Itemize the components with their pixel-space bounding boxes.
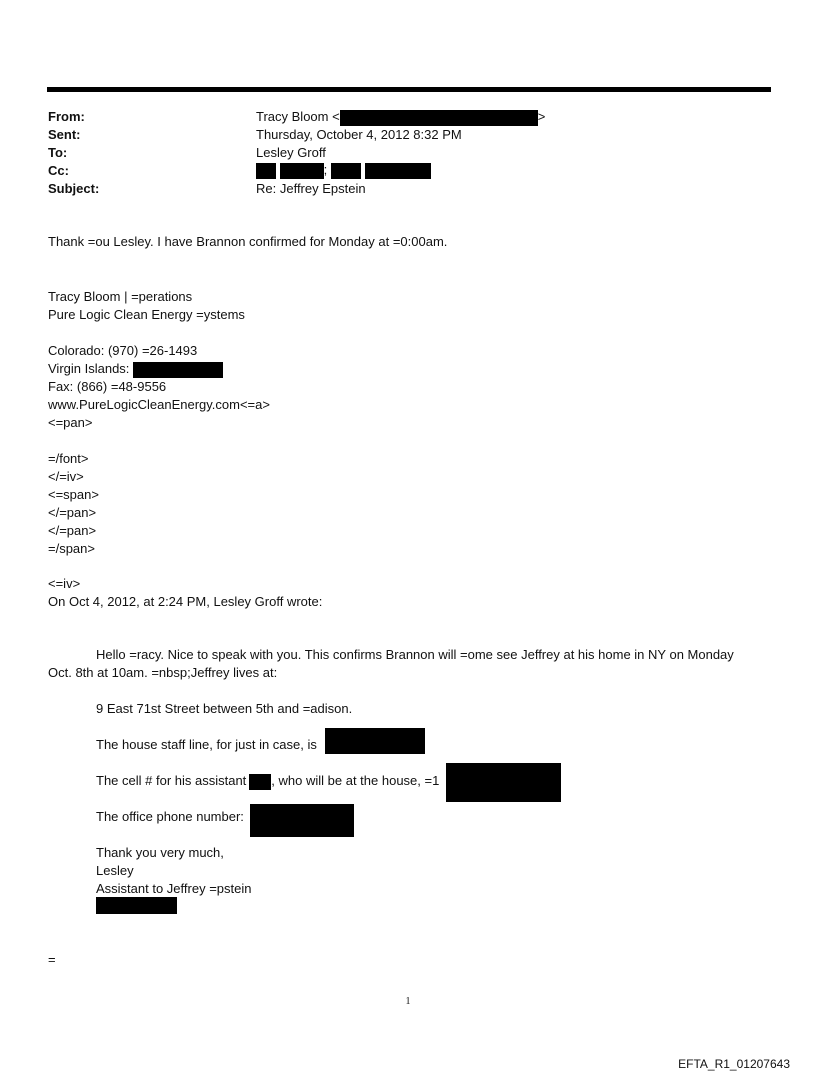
redaction-box xyxy=(256,163,276,179)
redaction-box xyxy=(365,163,431,179)
cc-separator: ; xyxy=(323,162,328,177)
to-value: Lesley Groff xyxy=(256,145,326,160)
sent-label: Sent: xyxy=(48,127,81,142)
cell-line xyxy=(96,773,439,790)
subject-label: Subject: xyxy=(48,181,100,196)
staff-line: The house staff line, for just in case, is xyxy=(96,737,317,752)
trailing-artifact: = xyxy=(48,952,56,967)
redaction-box xyxy=(133,362,223,378)
redaction-box xyxy=(325,728,425,754)
document-id: EFTA_R1_01207643 xyxy=(678,1057,790,1071)
quote-paragraph-line-1: Hello =racy. Nice to speak with you. This confirms Brannon will =ome see Jeffrey at his home in NY on Monday xyxy=(96,647,734,662)
cell-suffix: , who will be at the house, =1 xyxy=(271,773,440,788)
markup-artifact: =/span> xyxy=(48,541,95,556)
signature-vi-phone xyxy=(48,361,223,378)
cell-prefix: The cell # for his assistant xyxy=(96,773,247,788)
redaction-box xyxy=(249,774,271,790)
markup-artifact: </=pan> xyxy=(48,505,97,520)
closing-thanks: Thank you very much, xyxy=(96,845,224,860)
office-line: The office phone number: xyxy=(96,809,244,824)
markup-artifact: =/font> xyxy=(48,451,89,466)
from-name: Tracy Bloom < xyxy=(256,109,340,124)
cc-value xyxy=(256,162,431,179)
markup-artifact: </=pan> xyxy=(48,523,97,538)
signature-colorado-phone: Colorado: (970) =26-1493 xyxy=(48,343,198,358)
from-value xyxy=(256,109,545,126)
reply-text: Thank =ou Lesley. I have Brannon confirmed for Monday at =0:00am. xyxy=(48,234,448,249)
closing-title: Assistant to Jeffrey =pstein xyxy=(96,881,252,896)
redaction-box xyxy=(340,110,538,126)
signature-company: Pure Logic Clean Energy =ystems xyxy=(48,307,245,322)
quote-header: On Oct 4, 2012, at 2:24 PM, Lesley Groff wrote: xyxy=(48,594,323,609)
redaction-box xyxy=(96,897,177,914)
redaction-box xyxy=(446,763,561,802)
markup-artifact: <=pan> xyxy=(48,415,93,430)
signature-website: www.PureLogicCleanEnergy.com<=a> xyxy=(48,397,270,412)
signature-fax: Fax: (866) =48-9556 xyxy=(48,379,167,394)
markup-artifact: <=iv> xyxy=(48,576,81,591)
markup-artifact: </=iv> xyxy=(48,469,84,484)
to-label: To: xyxy=(48,145,68,160)
page-number: 1 xyxy=(405,996,411,1007)
quote-paragraph-line-2: Oct. 8th at 10am. =nbsp;Jeffrey lives at: xyxy=(48,665,278,680)
header-rule xyxy=(47,87,771,92)
signature-name: Tracy Bloom | =perations xyxy=(48,289,193,304)
redaction-box xyxy=(331,163,361,179)
redaction-box xyxy=(280,163,324,179)
cc-label: Cc: xyxy=(48,163,69,178)
from-label: From: xyxy=(48,109,85,124)
subject-value: Re: Jeffrey Epstein xyxy=(256,181,366,196)
address-line: 9 East 71st Street between 5th and =adison. xyxy=(96,701,353,716)
closing-name: Lesley xyxy=(96,863,134,878)
vi-label: Virgin Islands: xyxy=(48,361,130,376)
redaction-box xyxy=(250,804,354,837)
markup-artifact: <=span> xyxy=(48,487,99,502)
sent-value: Thursday, October 4, 2012 8:32 PM xyxy=(256,127,462,142)
from-close: > xyxy=(537,109,546,124)
